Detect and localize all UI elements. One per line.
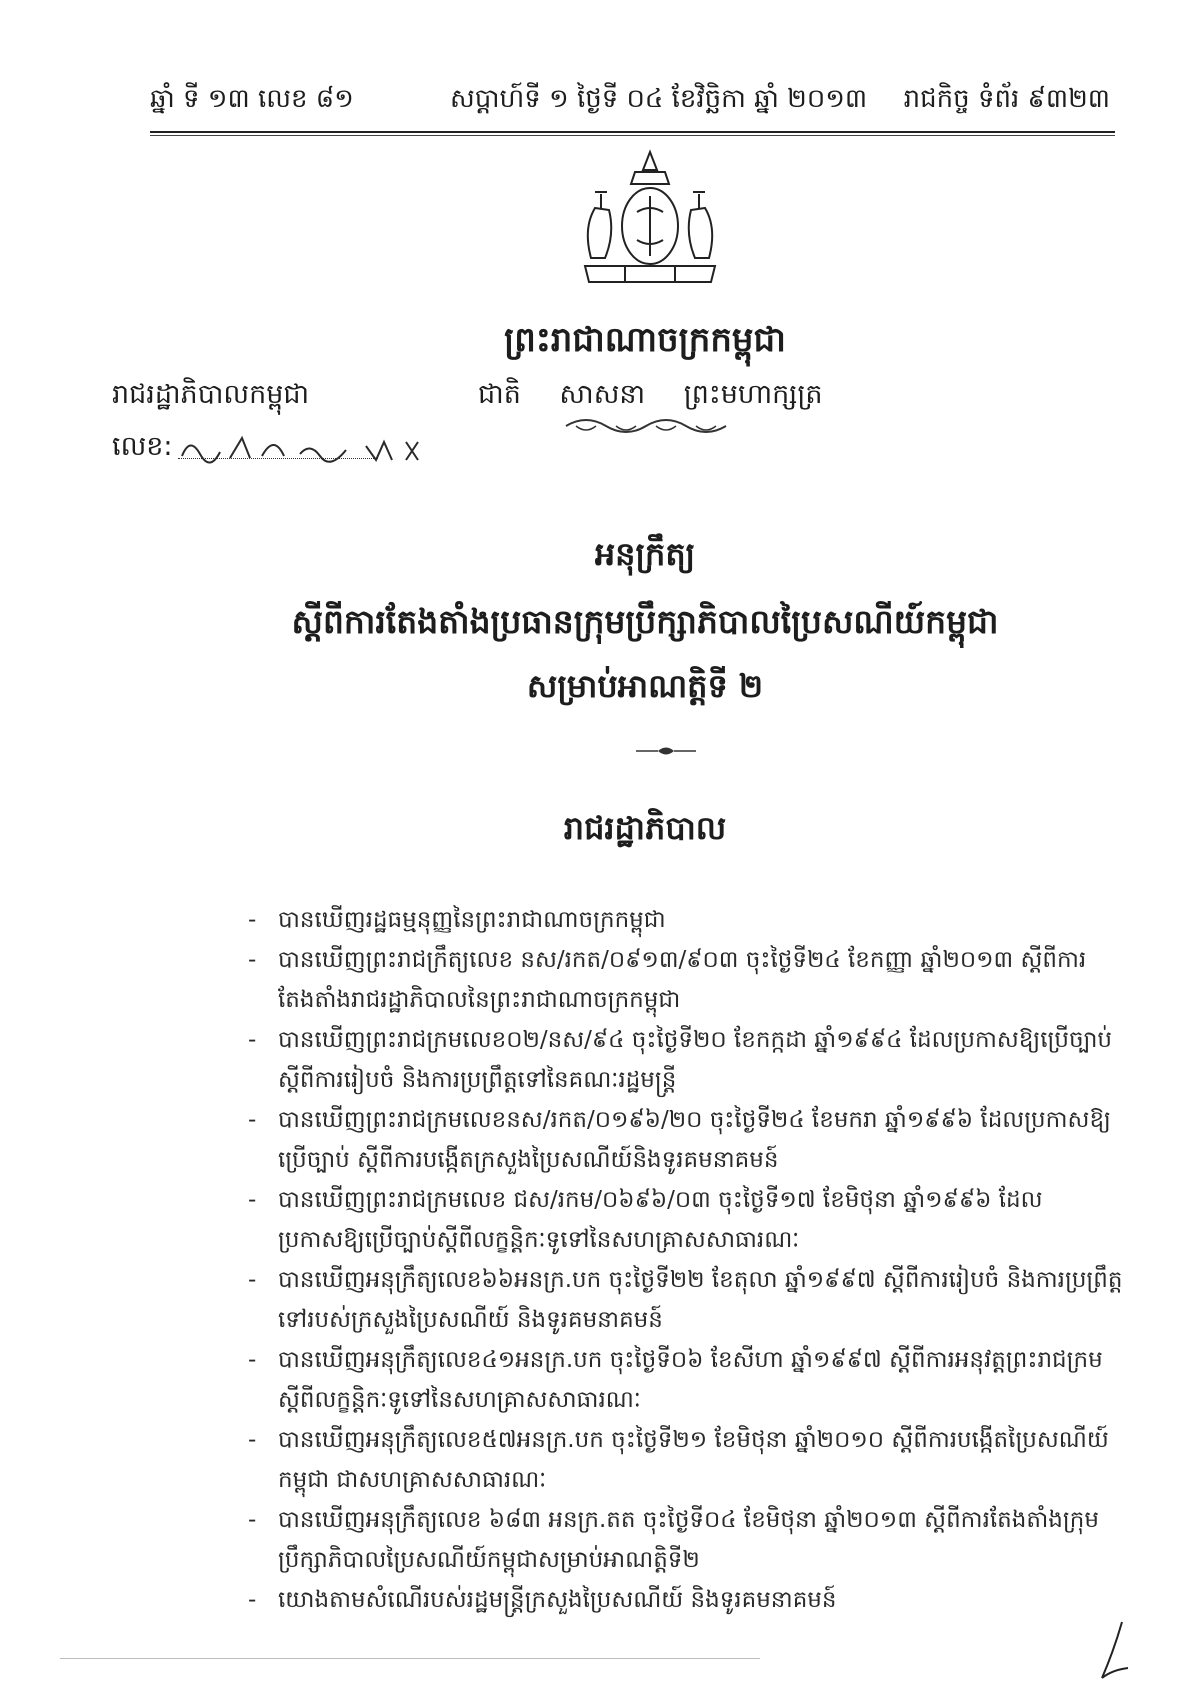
document-number-label: លេខ:	[112, 431, 173, 462]
list-item: - យោងតាមសំណើរបស់រដ្ឋមន្ត្រីក្រសួងប្រៃសណីយ៍ និងទូរគមនាគមន៍	[248, 1587, 837, 1613]
gazette-date: សប្តាហ៍ទី ១ ថ្ងៃទី ០៤ ខែវិច្ឆិកា ឆ្នាំ ២០១៣	[450, 84, 868, 114]
preamble-list	[248, 900, 1128, 1620]
list-item: - បានឃើញអនុក្រឹត្យលេខ៤១អនក្រ.បក ចុះថ្ងៃទី០៦ ខែសីហា ឆ្នាំ១៩៩៧ ស្តីពីការអនុវត្តព្រះរាជក្រមស្តីពីលក្ខន្តិកៈទូទៅនៃសហគ្រាសសាធារណៈ	[248, 1347, 1103, 1413]
title-line-1: អនុក្រឹត្យ	[594, 535, 696, 573]
header-rule-thin	[150, 135, 1115, 136]
list-item: - បានឃើញព្រះរាជក្រមលេខ០២/នស/៩៤ ចុះថ្ងៃទី២០ ខែកក្កដា ឆ្នាំ១៩៩៤ ដែលប្រកាសឱ្យប្រើច្បាប់ស្តីពីការរៀបចំ និងការប្រព្រឹត្តទៅនៃគណៈរដ្ឋមន្ត្រី	[248, 1027, 1113, 1093]
government-label: រាជរដ្ឋាភិបាលកម្ពុជា	[112, 379, 310, 410]
national-motto: ជាតិ សាសនា ព្រះមហាក្សត្រ	[478, 379, 823, 410]
gazette-header	[150, 82, 1110, 122]
list-item: - បានឃើញព្រះរាជក្រមលេខ ជស/រកម/០៦៩៦/០៣ ចុះថ្ងៃទី១៧ ខែមិថុនា ឆ្នាំ១៩៩៦ ដែលប្រកាសឱ្យប្រើច្បាប់ស្តីពីលក្ខន្តិកៈទូទៅនៃសហគ្រាសសាធារណៈ	[248, 1187, 1043, 1253]
title-line-2: ស្តីពីការតែងតាំងប្រធានក្រុមប្រឹក្សាភិបាលប្រៃសណីយ៍កម្ពុជា	[291, 602, 999, 641]
list-item: - បានឃើញអនុក្រឹត្យលេខ៦៦អនក្រ.បក ចុះថ្ងៃទី២២ ខែតុលា ឆ្នាំ១៩៩៧ ស្តីពីការរៀបចំ និងការប្រព្រឹត្តទៅរបស់ក្រសួងប្រៃសណីយ៍ និងទូរគមនាគមន៍	[248, 1267, 1123, 1333]
title-line-3: សម្រាប់អាណត្តិទី ២	[526, 667, 764, 705]
royal-emblem-icon	[565, 148, 735, 298]
gazette-page: រាជកិច្ច ទំព័រ ៩៣២៣	[903, 84, 1110, 114]
list-item: - បានឃើញអនុក្រឹត្យលេខ៥៧អនក្រ.បក ចុះថ្ងៃទី២១ ខែមិថុនា ឆ្នាំ២០១០ ស្តីពីការបង្កើតប្រៃសណីយ៍កម្ពុជា ជាសហគ្រាសសាធារណៈ	[248, 1427, 1109, 1493]
ornament-divider-icon	[562, 412, 742, 440]
list-item: - បានឃើញរដ្ឋធម្មនុញ្ញនៃព្រះរាជាណាចក្រកម្ពុជា	[248, 907, 666, 933]
list-item: - បានឃើញព្រះរាជក្រឹត្យលេខ នស/រកត/០៩១៣/៩០៣ ចុះថ្ងៃទី២៤ ខែកញ្ញា ឆ្នាំ២០១៣ ស្តីពីការតែងតាំងរាជរដ្ឋាភិបាលនៃព្រះរាជាណាចក្រកម្ពុជា	[248, 947, 1087, 1013]
list-item: - បានឃើញព្រះរាជក្រមលេខនស/រកត/០១៩៦/២០ ចុះថ្ងៃទី២៤ ខែមករា ឆ្នាំ១៩៩៦ ដែលប្រកាសឱ្យប្រើច្បាប់ ស្តីពីការបង្កើតក្រសួងប្រៃសណីយ៍និងទូរគមនាគមន៍	[248, 1107, 1111, 1173]
section-heading: រាជរដ្ឋាភិបាល	[563, 809, 727, 847]
gazette-year-issue: ឆ្នាំ ទី ១៣ លេខ ៨១	[150, 84, 354, 114]
pen-stroke-mark	[1092, 1620, 1142, 1682]
section-divider-icon	[636, 744, 696, 758]
kingdom-name: ព្រះរាជាណាចក្រកម្ពុជា	[504, 320, 786, 360]
header-rule	[150, 131, 1115, 133]
handwritten-number-mark	[170, 428, 440, 468]
page-bottom-edge	[60, 1658, 760, 1659]
list-item: - បានឃើញអនុក្រឹត្យលេខ ៦៨៣ អនក្រ.តត ចុះថ្ងៃទី០៤ ខែមិថុនា ឆ្នាំ២០១៣ ស្តីពីការតែងតាំងក្រុមប្រឹក្សាភិបាលប្រៃសណីយ៍កម្ពុជាសម្រាប់អាណត្តិទី២	[248, 1507, 1099, 1573]
